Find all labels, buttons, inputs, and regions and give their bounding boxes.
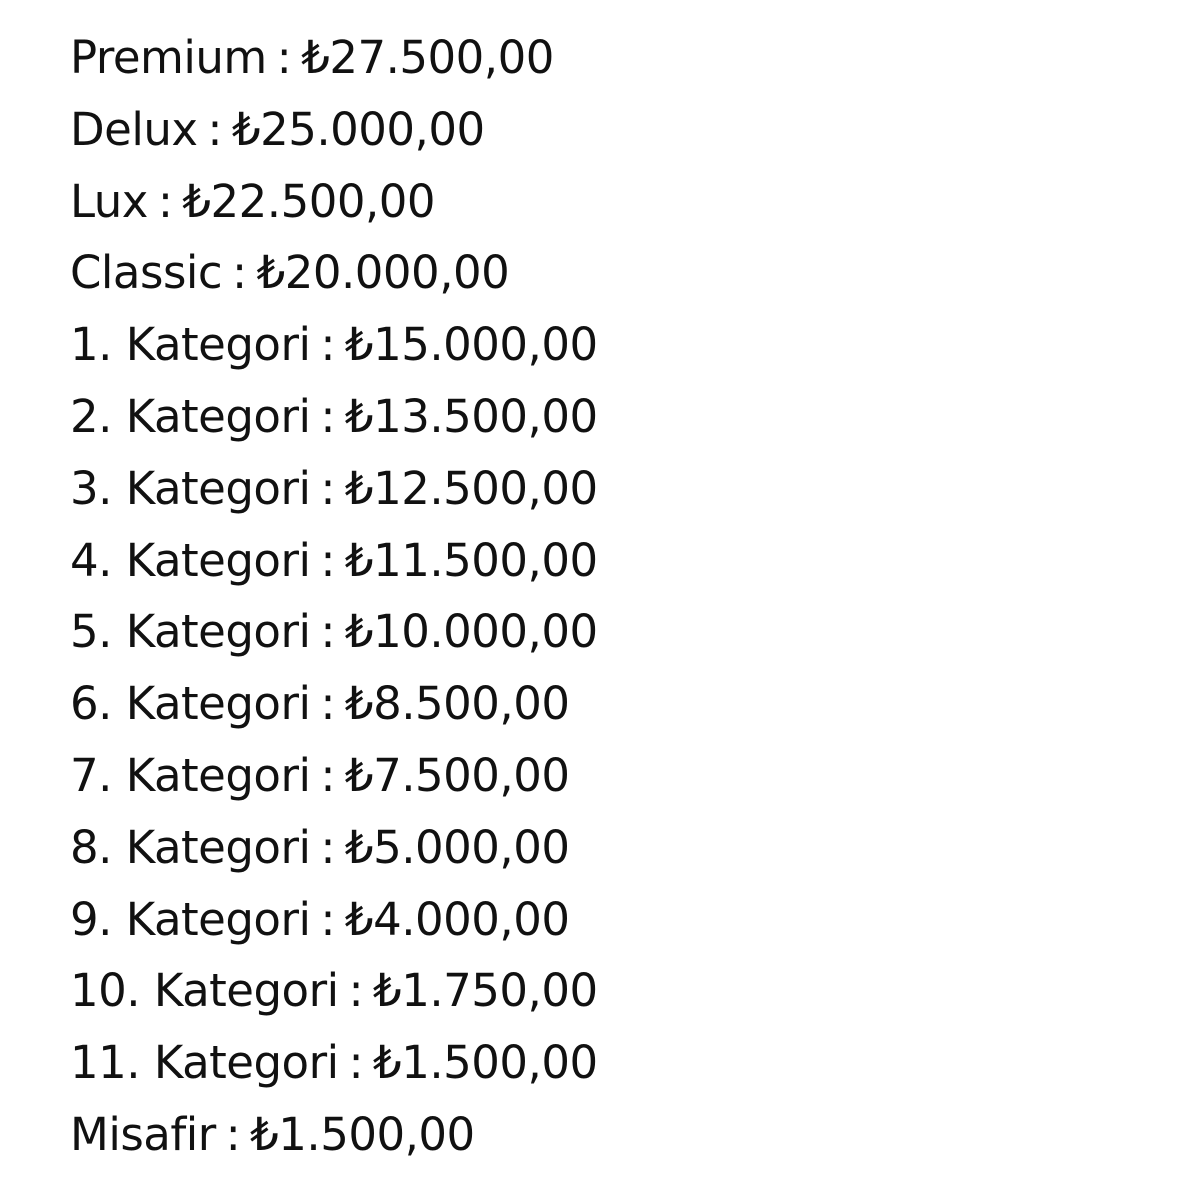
category-label: 4. Kategori	[70, 533, 311, 587]
currency-symbol: ₺	[344, 820, 374, 874]
price-row-kategori-6	[70, 668, 598, 740]
price-row-classic	[70, 237, 598, 309]
currency-symbol: ₺	[344, 389, 374, 443]
category-label: 1. Kategori	[70, 318, 311, 372]
separator: :	[348, 1036, 364, 1090]
price-row-kategori-4	[70, 525, 598, 597]
price-row-lux	[70, 166, 598, 238]
currency-symbol: ₺	[344, 461, 374, 515]
separator: :	[225, 1107, 241, 1161]
price-value: 5.000,00	[373, 820, 570, 874]
separator: :	[320, 748, 336, 802]
category-label: Misafir	[70, 1107, 216, 1161]
currency-symbol: ₺	[344, 605, 374, 659]
category-label: 6. Kategori	[70, 677, 311, 731]
price-value: 25.000,00	[260, 102, 485, 156]
price-row-kategori-10	[70, 955, 598, 1027]
currency-symbol: ₺	[256, 246, 285, 300]
separator: :	[320, 318, 336, 372]
category-label: 10. Kategori	[70, 964, 339, 1018]
separator: :	[320, 605, 336, 659]
separator: :	[348, 964, 364, 1018]
separator: :	[320, 461, 336, 515]
price-value: 13.500,00	[373, 389, 598, 443]
category-label: 11. Kategori	[70, 1036, 339, 1090]
price-value: 22.500,00	[210, 174, 436, 228]
currency-symbol: ₺	[182, 174, 211, 228]
price-value: 15.000,00	[373, 318, 598, 372]
price-row-kategori-7	[70, 740, 598, 812]
category-label: 2. Kategori	[70, 389, 311, 443]
price-value: 20.000,00	[284, 246, 510, 300]
separator: :	[207, 102, 223, 156]
currency-symbol: ₺	[301, 31, 330, 84]
price-value: 1.500,00	[401, 1036, 598, 1090]
separator: :	[276, 31, 292, 84]
price-row-premium	[70, 22, 598, 94]
price-value: 27.500,00	[329, 31, 554, 84]
category-label: 9. Kategori	[70, 892, 311, 946]
price-row-kategori-8	[70, 812, 598, 884]
price-row-kategori-2	[70, 381, 598, 453]
separator: :	[320, 533, 336, 587]
ticket-price-list	[70, 22, 598, 1171]
separator: :	[320, 389, 336, 443]
price-value: 1.500,00	[278, 1107, 475, 1161]
separator: :	[232, 246, 247, 300]
price-value: 12.500,00	[373, 461, 598, 515]
price-row-kategori-9	[70, 884, 598, 956]
currency-symbol: ₺	[344, 318, 374, 372]
separator: :	[320, 677, 336, 731]
price-row-kategori-1	[70, 309, 598, 381]
price-value: 10.000,00	[373, 605, 598, 659]
currency-symbol: ₺	[344, 533, 374, 587]
category-label: 5. Kategori	[70, 605, 311, 659]
price-row-kategori-5	[70, 596, 598, 668]
category-label: 8. Kategori	[70, 820, 311, 874]
price-value: 7.500,00	[373, 748, 570, 802]
price-value: 4.000,00	[373, 892, 570, 946]
price-value: 8.500,00	[373, 677, 570, 731]
price-row-kategori-3	[70, 453, 598, 525]
price-row-kategori-11	[70, 1027, 598, 1099]
currency-symbol: ₺	[344, 677, 374, 731]
price-row-delux	[70, 94, 598, 166]
category-label: Classic	[70, 246, 223, 300]
currency-symbol: ₺	[231, 102, 261, 156]
separator: :	[320, 892, 336, 946]
currency-symbol: ₺	[373, 964, 402, 1018]
currency-symbol: ₺	[344, 748, 374, 802]
price-value: 1.750,00	[401, 964, 598, 1018]
currency-symbol: ₺	[344, 892, 374, 946]
currency-symbol: ₺	[373, 1036, 402, 1090]
category-label: Premium	[70, 31, 267, 84]
currency-symbol: ₺	[250, 1107, 279, 1161]
price-row-misafir	[70, 1099, 598, 1171]
separator: :	[157, 174, 173, 228]
category-label: 7. Kategori	[70, 748, 311, 802]
separator: :	[320, 820, 336, 874]
price-value: 11.500,00	[373, 533, 598, 587]
category-label: 3. Kategori	[70, 461, 311, 515]
category-label: Delux	[70, 102, 198, 156]
category-label: Lux	[70, 174, 148, 228]
